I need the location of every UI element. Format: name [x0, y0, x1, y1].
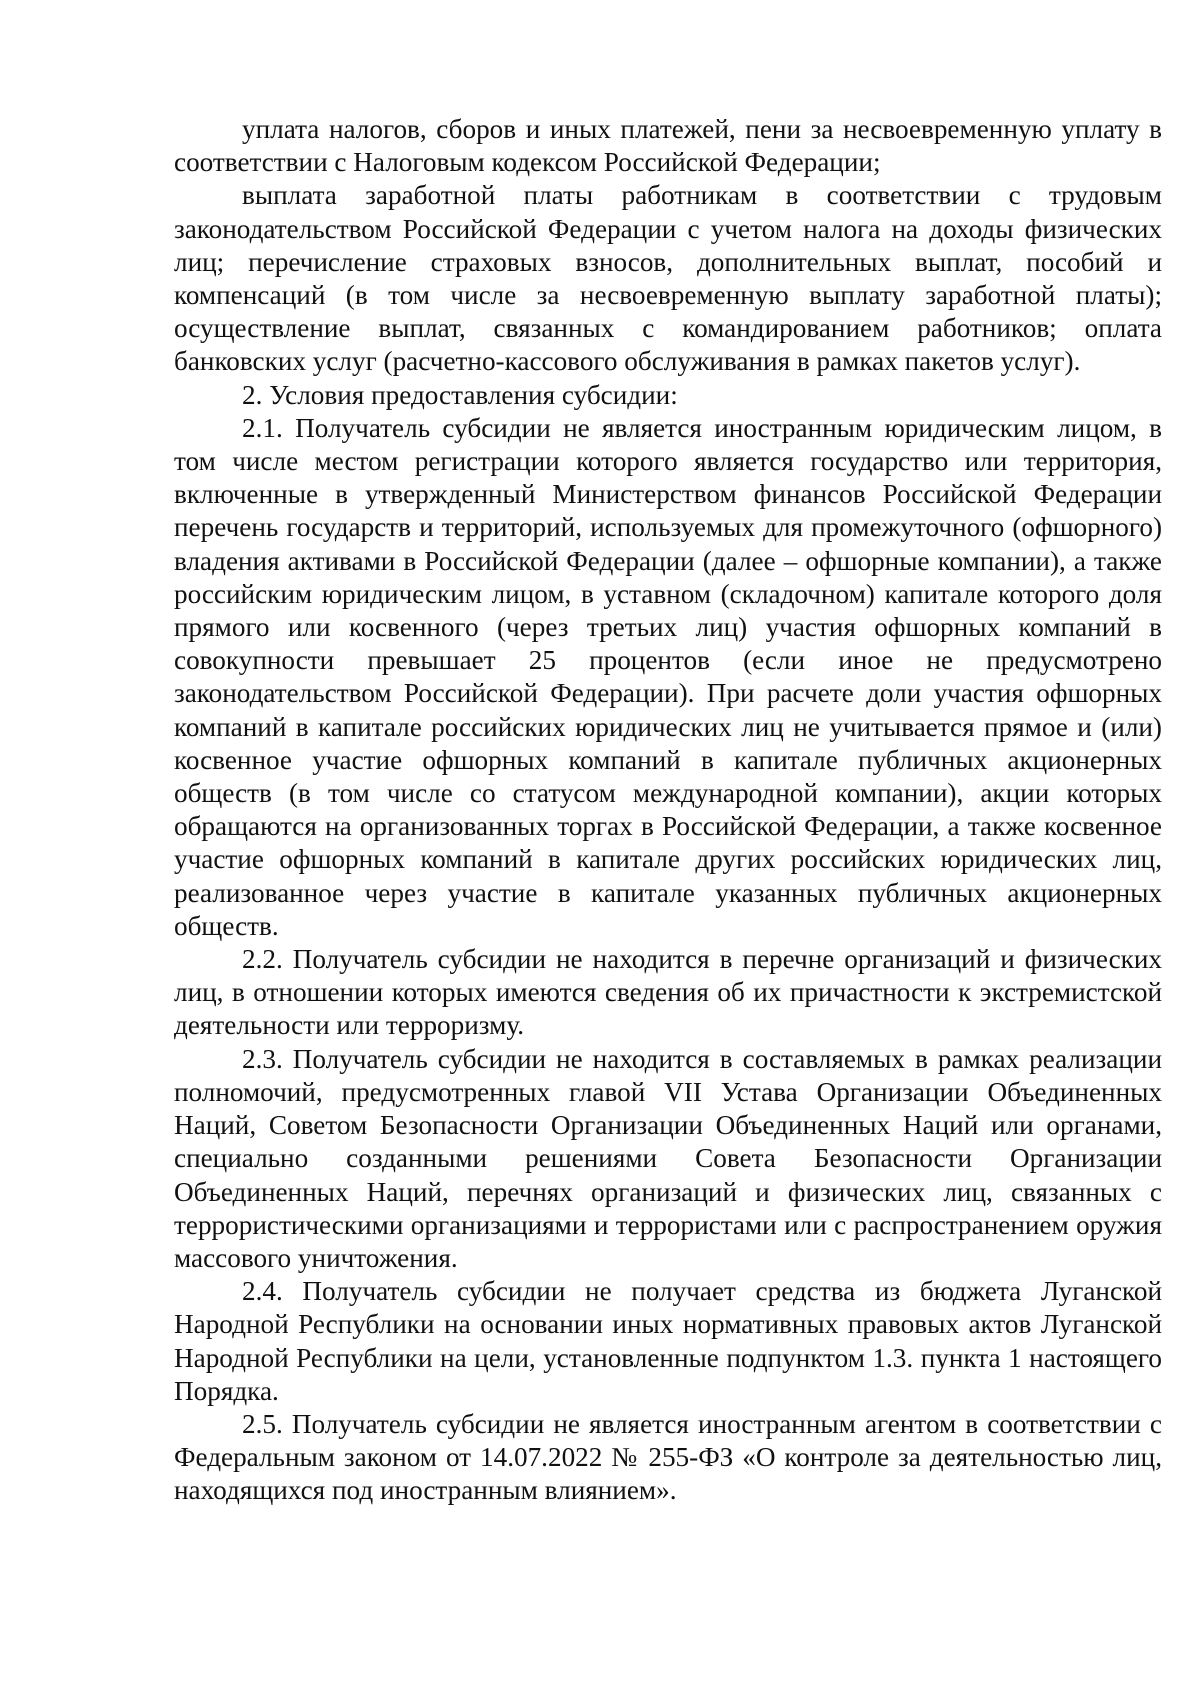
paragraph-salary-payment: выплата заработной платы работникам в соответствии с трудовым законодательством Российской Федерации с учетом налога на доходы физических лиц; перечисление страховых взносов, дополнительных выплат, пособий и компенсаций (в том числе за несвоевременную выплату заработной платы); осуществление выплат, связанных с командированием работников; оплата банковских услуг (расчетно-кассового обслуживания в рамках пакетов услуг). — [174, 180, 1162, 377]
clause-2-3: 2.3. Получатель субсидии не находится в составляемых в рамках реализации полномочий, предусмотренных главой VII Устава Организации Объединенных Наций, Советом Безопасности Организации Объединенных Наций или органами, специально созданными решениями Совета Безопасности Организации Объединенных Наций, перечнях организаций и физических лиц, связанных с террористическими организациями и террористами или с распространением оружия массового уничтожения. — [174, 1043, 1162, 1273]
clause-2-4: 2.4. Получатель субсидии не получает средства из бюджета Луганской Народной Республики на основании иных нормативных правовых актов Луганской Народной Республики на цели, установленные подпунктом 1.3. пункта 1 настоящего Порядка. — [174, 1276, 1162, 1406]
paragraph-tax-payment: уплата налогов, сборов и иных платежей, пени за несвоевременную уплату в соответствии с Налоговым кодексом Российской Федерации; — [174, 114, 1162, 178]
section-2-heading: 2. Условия предоставления субсидии: — [242, 379, 678, 410]
clause-2-1: 2.1. Получатель субсидии не является иностранным юридическим лицом, в том числе местом регистрации которого является государство или территория, включенные в утвержденный Министерством финансов Российской Федерации перечень государств и территорий, используемых для промежуточного (офшорного) владения активами в Российской Федерации (далее – офшорные компании), а также российским юридическим лицом, в уставном (складочном) капитале которого доля прямого или косвенного (через третьих лиц) участия офшорных компаний в совокупности превышает 25 процентов (если иное не предусмотрено законодательством Российской Федерации). При расчете доли участия офшорных компаний в капитале российских юридических лиц не учитывается прямое и (или) косвенное участие офшорных компаний в капитале публичных акционерных обществ (в том числе со статусом международной компании), акции которых обращаются на организованных торгах в Российской Федерации, а также косвенное участие офшорных компаний в капитале других российских юридических лиц, реализованное через участие в капитале указанных публичных акционерных обществ. — [174, 412, 1162, 941]
clause-2-2: 2.2. Получатель субсидии не находится в перечне организаций и физических лиц, в отношении которых имеются сведения об их причастности к экстремистской деятельности или терроризму. — [174, 944, 1162, 1041]
document-body — [174, 113, 1162, 1508]
clause-2-5: 2.5. Получатель субсидии не является иностранным агентом в соответствии с Федеральным законом от 14.07.2022 № 255-ФЗ «О контроле за деятельностью лиц, находящихся под иностранным влиянием». — [174, 1408, 1162, 1506]
